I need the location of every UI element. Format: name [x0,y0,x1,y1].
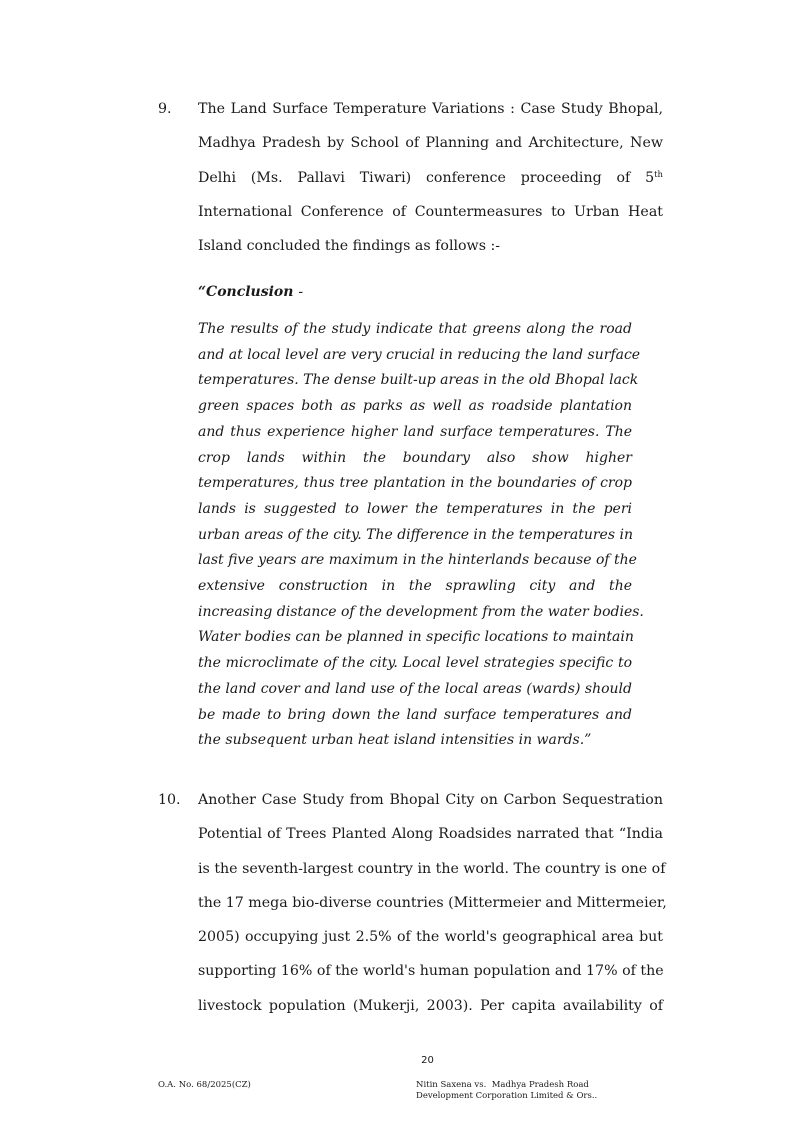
quote-line: urban areas of the city. The difference in the temperatures in [198,526,633,543]
text-line: livestock population (Mukerji, 2003). Per capita availability of [198,997,663,1014]
quote-line: and at local level are very crucial in reducing the land surface [198,346,641,363]
quote-line: the subsequent urban heat island intensities in wards.” [198,732,592,749]
text-line: is the seventh-largest country in the world. The country is one of [198,860,666,877]
text-line: The Land Surface Temperature Variations : Case Study Bhopal, [198,101,663,117]
text-line: Potential of Trees Planted Along Roadsides narrated that “India [198,826,663,843]
page-number: 20 [421,1055,434,1066]
case-title [416,1080,597,1102]
quote-line: last five years are maximum in the hinterlands because of the [198,552,637,569]
quote-line: Water bodies can be planned in specific locations to maintain [198,629,634,646]
text-line: the 17 mega bio-diverse countries (Mittermeier and Mittermeier, [198,894,667,911]
text-line: Madhya Pradesh by School of Planning and Architecture, New [198,135,663,152]
quote-line: extensive construction in the sprawling city and the [198,578,632,595]
quote-line: increasing distance of the development from the water bodies. [198,603,644,620]
text-line: International Conference of Countermeasures to Urban Heat [198,203,663,220]
quote-heading-text: “Conclusion [198,284,294,300]
text-line: Island concluded the findings as follows :- [198,238,501,255]
quote-line: green spaces both as parks as well as roadside plantation [198,398,632,415]
quote-line: the land cover and land use of the local areas (wards) should [198,680,632,697]
quote-line: temperatures. The dense built-up areas in the old Bhopal lack [198,372,639,389]
quote-heading-dash: - [298,284,304,300]
paragraph-body [198,783,667,1023]
text-line: 2005) occupying just 2.5% of the world's geographical area but [198,929,663,946]
case-title-line: Nitin Saxena vs. Madhya Pradesh Road [416,1080,589,1090]
text-line-main: Delhi (Ms. Pallavi Tiwari) conference proceeding of 5 [198,169,655,186]
ordinal-superscript: th [654,169,663,180]
quote-line: crop lands within the boundary also show higher [198,449,632,466]
text-line: Another Case Study from Bhopal City on Carbon Sequestration [198,792,663,808]
quote-line: temperatures, thus tree plantation in the boundaries of crop [198,475,632,492]
quote-heading [198,282,632,302]
case-title-line: Development Corporation Limited & Ors.. [416,1091,598,1101]
quote-line: lands is suggested to lower the temperatures in the peri [198,500,632,517]
quote-line: the microclimate of the city. Local level strategies specific to [198,655,632,672]
quote-line: be made to bring down the land surface temperatures and [198,706,632,723]
quote-line: The results of the study indicate that greens along the road [198,321,632,337]
quote-line: and thus experience higher land surface temperatures. The [198,423,632,440]
case-number: O.A. No. 68/2025(CZ) [158,1080,251,1090]
paragraph-number: 10. [158,792,181,808]
text-line [198,161,663,195]
text-line: supporting 16% of the world's human population and 17% of the [198,963,664,980]
paragraph-number: 9. [158,101,172,117]
conclusion-quote [198,282,644,754]
paragraph-body [198,92,663,263]
